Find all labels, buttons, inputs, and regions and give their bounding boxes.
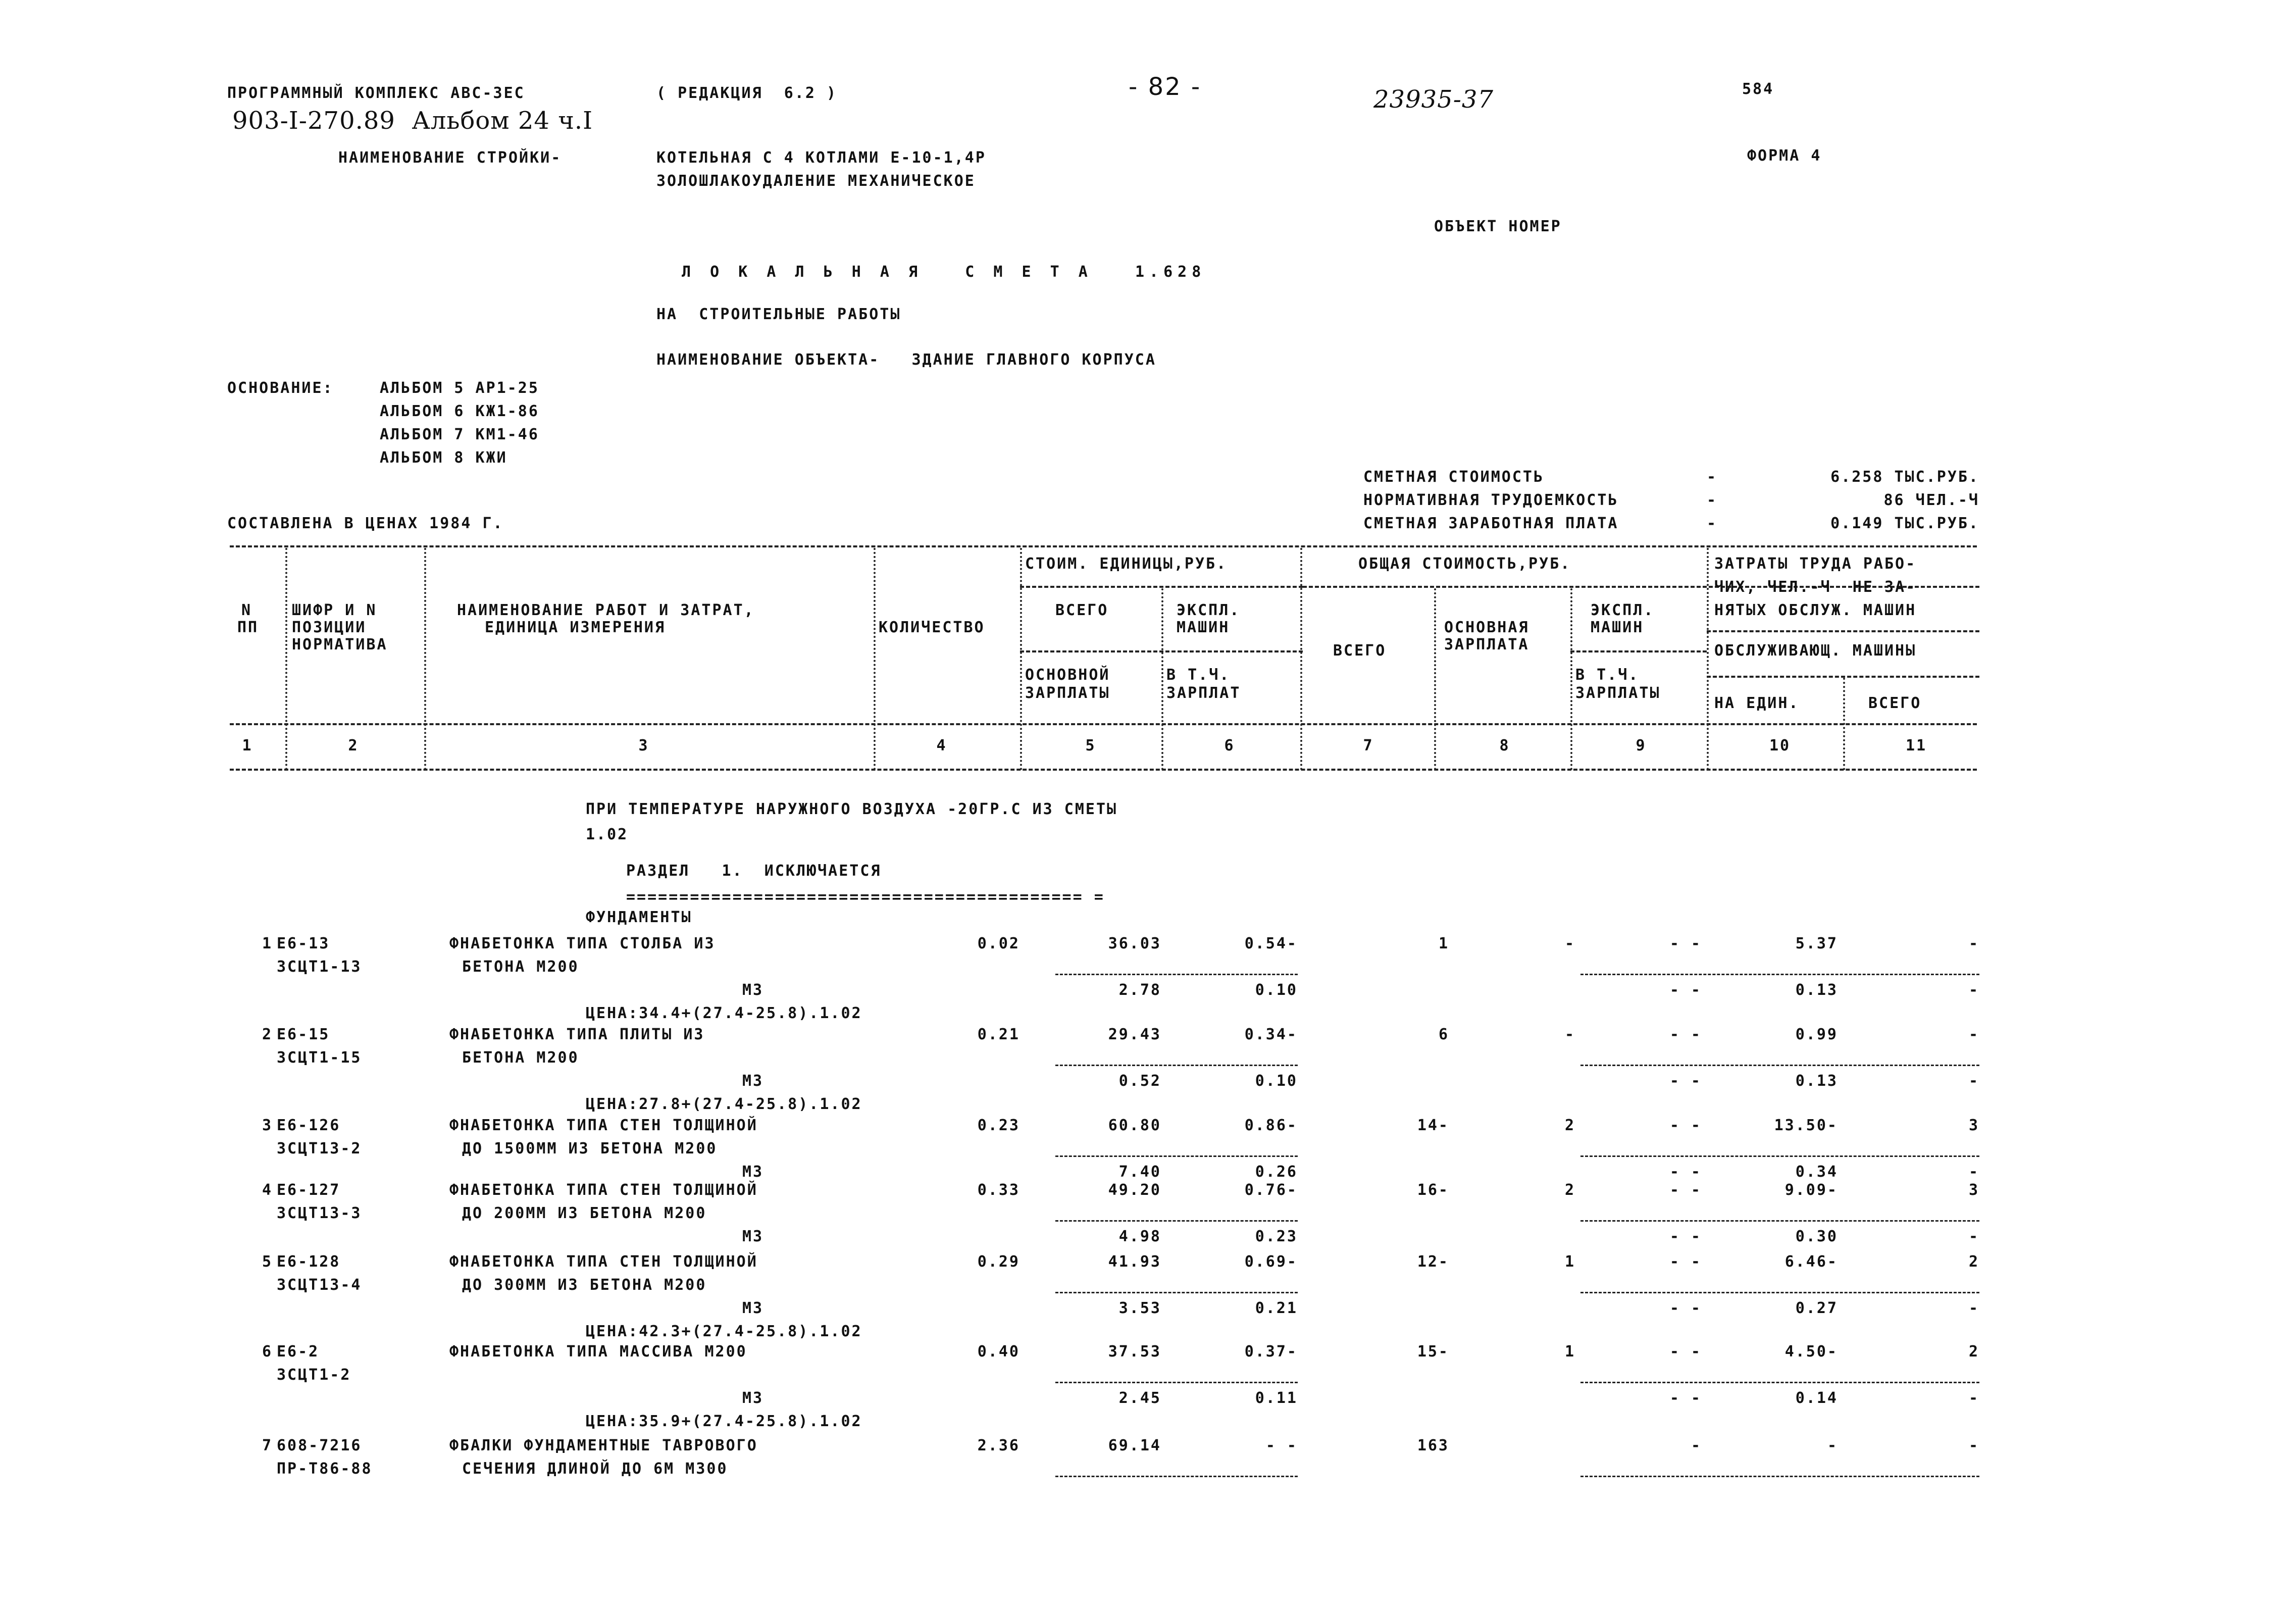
row-labor-total-2: - bbox=[1968, 1228, 1979, 1245]
row-unit-total: 37.53 bbox=[1108, 1343, 1161, 1361]
row-total-wage: - bbox=[1564, 935, 1575, 952]
row-total-wage: 1 bbox=[1564, 1253, 1575, 1271]
col-divider-4 bbox=[1020, 548, 1022, 770]
estimate-title: Л О К А Л Ь Н А Я С М Е Т А 1.628 bbox=[682, 263, 1206, 281]
program-name: ПРОГРАММНЫЙ КОМПЛЕКС АВС-ЗЕС bbox=[227, 84, 525, 102]
th-labor-2: ЧИХ, ЧЕЛ.-Ч НЕ ЗА- bbox=[1714, 578, 1917, 596]
row-unit-machines: 0.34- bbox=[1244, 1026, 1298, 1043]
object-name: НАИМЕНОВАНИЕ ОБЪЕКТА- ЗДАНИЕ ГЛАВНОГО КОРПУСА bbox=[656, 351, 1156, 369]
row-subrule-right bbox=[1580, 1476, 1979, 1477]
col-divider-8 bbox=[1570, 588, 1572, 770]
labor-subrule bbox=[1707, 630, 1979, 632]
unit-cost-subrule bbox=[1020, 586, 1303, 588]
row-labor-per-unit: 9.09- bbox=[1784, 1181, 1838, 1199]
row-name-2: БЕТОНА М200 bbox=[462, 1049, 579, 1067]
table-header-bottom-rule bbox=[230, 723, 1977, 725]
row-labor-total: - bbox=[1968, 935, 1979, 952]
col-number-7: 7 bbox=[1363, 737, 1374, 754]
th-unit-expl-1: ЭКСПЛ. bbox=[1177, 601, 1241, 619]
row-total-machines: - - bbox=[1669, 935, 1702, 952]
th-total-vt-2: ЗАРПЛАТЫ bbox=[1575, 684, 1661, 702]
construction-label: НАИМЕНОВАНИЕ СТРОЙКИ- bbox=[338, 149, 562, 167]
col-divider-9 bbox=[1707, 548, 1709, 770]
row-unit-machines: 0.37- bbox=[1244, 1343, 1298, 1361]
th-quantity: КОЛИЧЕСТВО bbox=[879, 619, 985, 636]
row-subrule-right bbox=[1580, 1065, 1979, 1066]
row-subrule bbox=[1055, 1065, 1298, 1066]
row-code: Е6-128 bbox=[277, 1253, 341, 1271]
summary-dash-labor: - bbox=[1707, 491, 1718, 509]
row-labor-per-unit: 0.99 bbox=[1795, 1026, 1838, 1043]
basis-4: АЛЬБОМ 8 КЖИ bbox=[380, 449, 507, 467]
col-divider-2 bbox=[424, 548, 426, 770]
row-unit: М3 bbox=[742, 1228, 764, 1245]
th-labor-1: ЗАТРАТЫ ТРУДА РАБО- bbox=[1714, 555, 1917, 573]
row-labor-per-unit: 5.37 bbox=[1795, 935, 1838, 952]
col-number-10: 10 bbox=[1769, 737, 1791, 754]
th-total-vt-1: В Т.Ч. bbox=[1575, 666, 1640, 684]
row-labor-per-unit: - bbox=[1827, 1437, 1838, 1454]
col-divider-5 bbox=[1161, 588, 1163, 770]
row-code-2: ЗСЦТ13-2 bbox=[277, 1140, 362, 1157]
row-total-wage: 2 bbox=[1564, 1181, 1575, 1199]
col-number-6: 6 bbox=[1224, 737, 1235, 754]
row-number: 2 bbox=[262, 1026, 273, 1043]
row-unit-machine-wage: 0.26 bbox=[1255, 1163, 1298, 1181]
page-number: - 82 - bbox=[1129, 73, 1202, 101]
basis-1: АЛЬБОМ 5 АР1-25 bbox=[380, 379, 539, 397]
row-subrule bbox=[1055, 1220, 1298, 1222]
th-unit-expl-2: МАШИН bbox=[1177, 619, 1230, 636]
summary-value-cost: 6.258 ТЫС.РУБ. bbox=[1830, 468, 1979, 486]
row-unit-wage: 7.40 bbox=[1118, 1163, 1161, 1181]
row-labor-machines: 0.30 bbox=[1795, 1228, 1838, 1245]
row-unit-total: 49.20 bbox=[1108, 1181, 1161, 1199]
col-number-9: 9 bbox=[1636, 737, 1647, 754]
album-reference: 903-I-270.89 Альбом 24 ч.I bbox=[232, 107, 593, 135]
row-total-machines: - - bbox=[1669, 1117, 1702, 1134]
th-total-expl-1: ЭКСПЛ. bbox=[1591, 601, 1655, 619]
th-n-1: N bbox=[241, 601, 252, 619]
row-name-2: СЕЧЕНИЯ ДЛИНОЙ ДО 6М М300 bbox=[462, 1460, 728, 1478]
row-subrule bbox=[1055, 974, 1298, 975]
row-unit-total: 69.14 bbox=[1108, 1437, 1161, 1454]
row-quantity: 0.33 bbox=[977, 1181, 1020, 1199]
th-unit-vt-2: ЗАРПЛАТ bbox=[1166, 684, 1241, 702]
th-unit-vsego: ВСЕГО bbox=[1055, 601, 1109, 619]
col-divider-1 bbox=[285, 548, 287, 770]
row-total-machines: - bbox=[1691, 1437, 1702, 1454]
row-subrule-right bbox=[1580, 1155, 1979, 1157]
row-price-formula: ЦЕНА:27.8+(27.4-25.8).1.02 bbox=[586, 1095, 862, 1113]
row-total-machines: - - bbox=[1669, 1026, 1702, 1043]
row-name-2: ДО 200ММ ИЗ БЕТОНА М200 bbox=[462, 1204, 707, 1222]
row-labor-total: - bbox=[1968, 1026, 1979, 1043]
row-number: 1 bbox=[262, 935, 273, 952]
row-quantity: 2.36 bbox=[977, 1437, 1020, 1454]
col-number-4: 4 bbox=[936, 737, 947, 754]
row-name: ФНАБЕТОНКА ТИПА СТЕН ТОЛЩИНОЙ bbox=[449, 1181, 758, 1199]
row-total-machines-wage: - - bbox=[1669, 1299, 1702, 1317]
row-code-2: ЗСЦТ13-3 bbox=[277, 1204, 362, 1222]
row-price-formula: ЦЕНА:42.3+(27.4-25.8).1.02 bbox=[586, 1323, 862, 1340]
row-total: 16- bbox=[1417, 1181, 1449, 1199]
th-unit-cost: СТОИМ. ЕДИНИЦЫ,РУБ. bbox=[1025, 555, 1228, 573]
row-number: 3 bbox=[262, 1117, 273, 1134]
row-code: Е6-126 bbox=[277, 1117, 341, 1134]
row-total: 15- bbox=[1417, 1343, 1449, 1361]
row-number: 6 bbox=[262, 1343, 273, 1361]
row-total: 12- bbox=[1417, 1253, 1449, 1271]
corner-number: 584 bbox=[1742, 80, 1774, 98]
th-name-2: ЕДИНИЦА ИЗМЕРЕНИЯ bbox=[485, 619, 666, 636]
row-unit-wage: 0.52 bbox=[1118, 1072, 1161, 1090]
row-subrule-right bbox=[1580, 974, 1979, 975]
temperature-note-ref: 1.02 bbox=[586, 826, 629, 843]
row-unit-total: 29.43 bbox=[1108, 1026, 1161, 1043]
row-labor-total: - bbox=[1968, 1437, 1979, 1454]
col-number-11: 11 bbox=[1905, 737, 1927, 754]
row-name: ФНАБЕТОНКА ТИПА СТЕН ТОЛЩИНОЙ bbox=[449, 1117, 758, 1134]
row-total: 163 bbox=[1417, 1437, 1449, 1454]
row-total-machines-wage: - - bbox=[1669, 1163, 1702, 1181]
row-number: 4 bbox=[262, 1181, 273, 1199]
th-total-expl-2: МАШИН bbox=[1591, 619, 1644, 636]
construction-name-1: КОТЕЛЬНАЯ С 4 КОТЛАМИ Е-10-1,4Р bbox=[656, 149, 986, 167]
row-labor-per-unit: 6.46- bbox=[1784, 1253, 1838, 1271]
th-unit-osn-2: ЗАРПЛАТЫ bbox=[1025, 684, 1110, 702]
basis-label: ОСНОВАНИЕ: bbox=[227, 379, 334, 397]
row-labor-machines: 0.13 bbox=[1795, 1072, 1838, 1090]
row-unit: М3 bbox=[742, 981, 764, 999]
row-code-2: ЗСЦТ1-13 bbox=[277, 958, 362, 976]
row-labor-total: 2 bbox=[1968, 1343, 1979, 1361]
row-unit-wage: 3.53 bbox=[1118, 1299, 1161, 1317]
th-unit-vt-1: В Т.Ч. bbox=[1166, 666, 1231, 684]
row-name: ФНАБЕТОНКА ТИПА СТЕН ТОЛЩИНОЙ bbox=[449, 1253, 758, 1271]
row-unit-total: 41.93 bbox=[1108, 1253, 1161, 1271]
row-subrule bbox=[1055, 1155, 1298, 1157]
row-unit-machines: 0.69- bbox=[1244, 1253, 1298, 1271]
row-total-wage: 2 bbox=[1564, 1117, 1575, 1134]
document-number: 23935-37 bbox=[1373, 85, 1494, 114]
row-labor-total: 3 bbox=[1968, 1181, 1979, 1199]
row-number: 5 bbox=[262, 1253, 273, 1271]
row-quantity: 0.21 bbox=[977, 1026, 1020, 1043]
edition: ( РЕДАКЦИЯ 6.2 ) bbox=[656, 84, 838, 102]
th-total-cost: ОБЩАЯ СТОИМОСТЬ,РУБ. bbox=[1358, 555, 1571, 573]
row-unit-machine-wage: 0.21 bbox=[1255, 1299, 1298, 1317]
row-unit-total: 36.03 bbox=[1108, 935, 1161, 952]
row-number: 7 bbox=[262, 1437, 273, 1454]
summary-label-labor: НОРМАТИВНАЯ ТРУДОЕМКОСТЬ bbox=[1363, 491, 1619, 509]
row-labor-total-2: - bbox=[1968, 1163, 1979, 1181]
th-unit-osn-1: ОСНОВНОЙ bbox=[1025, 666, 1110, 684]
row-unit-machines: 0.54- bbox=[1244, 935, 1298, 952]
row-total-machines-wage: - - bbox=[1669, 1389, 1702, 1407]
row-price-formula: ЦЕНА:34.4+(27.4-25.8).1.02 bbox=[586, 1004, 862, 1022]
row-code-2: ПР-Т86-88 bbox=[277, 1460, 373, 1478]
th-code-2: ПОЗИЦИИ bbox=[292, 619, 367, 636]
summary-label-wage: СМЕТНАЯ ЗАРАБОТНАЯ ПЛАТА bbox=[1363, 515, 1619, 532]
row-unit-total: 60.80 bbox=[1108, 1117, 1161, 1134]
row-subrule bbox=[1055, 1292, 1298, 1293]
row-labor-machines: 0.14 bbox=[1795, 1389, 1838, 1407]
th-serving-machines: ОБСЛУЖИВАЮЩ. МАШИНЫ bbox=[1714, 642, 1917, 660]
row-unit-machines: 0.76- bbox=[1244, 1181, 1298, 1199]
th-total-osn-1: ОСНОВНАЯ bbox=[1444, 619, 1529, 636]
summary-value-wage: 0.149 ТЫС.РУБ. bbox=[1830, 515, 1979, 532]
row-name: ФБАЛКИ ФУНДАМЕНТНЫЕ ТАВРОВОГО bbox=[449, 1437, 758, 1454]
section-rule: =========================================== = bbox=[626, 888, 1105, 906]
row-unit-machine-wage: 0.23 bbox=[1255, 1228, 1298, 1245]
row-quantity: 0.29 bbox=[977, 1253, 1020, 1271]
col-number-2: 2 bbox=[348, 737, 359, 754]
row-subrule-right bbox=[1580, 1382, 1979, 1383]
temperature-note: ПРИ ТЕМПЕРАТУРЕ НАРУЖНОГО ВОЗДУХА -20ГР.С ИЗ СМЕТЫ bbox=[586, 800, 1118, 818]
estimate-subtitle: НА СТРОИТЕЛЬНЫЕ РАБОТЫ bbox=[656, 306, 901, 323]
row-unit-machine-wage: 0.10 bbox=[1255, 1072, 1298, 1090]
row-total-wage: - bbox=[1564, 1026, 1575, 1043]
row-unit-machine-wage: 0.10 bbox=[1255, 981, 1298, 999]
row-unit-machine-wage: 0.11 bbox=[1255, 1389, 1298, 1407]
row-labor-total: 3 bbox=[1968, 1117, 1979, 1134]
col-divider-7 bbox=[1434, 588, 1436, 770]
row-unit-wage: 2.45 bbox=[1118, 1389, 1161, 1407]
th-all: ВСЕГО bbox=[1868, 694, 1922, 712]
th-total-vsego: ВСЕГО bbox=[1333, 642, 1387, 660]
th-code-1: ШИФР И N bbox=[292, 601, 377, 619]
row-total-machines-wage: - - bbox=[1669, 1228, 1702, 1245]
row-labor-per-unit: 13.50- bbox=[1774, 1117, 1838, 1134]
group-title: ФУНДАМЕНТЫ bbox=[586, 909, 692, 926]
prices-basis: СОСТАВЛЕНА В ЦЕНАХ 1984 Г. bbox=[227, 515, 504, 532]
row-labor-total-2: - bbox=[1968, 1299, 1979, 1317]
th-name-1: НАИМЕНОВАНИЕ РАБОТ И ЗАТРАТ, bbox=[457, 601, 755, 619]
row-total-machines: - - bbox=[1669, 1343, 1702, 1361]
row-labor-total-2: - bbox=[1968, 1389, 1979, 1407]
col-divider-6 bbox=[1300, 548, 1302, 770]
row-code: Е6-13 bbox=[277, 935, 330, 952]
row-subrule bbox=[1055, 1476, 1298, 1477]
row-labor-total: 2 bbox=[1968, 1253, 1979, 1271]
row-name-2: ДО 300ММ ИЗ БЕТОНА М200 bbox=[462, 1276, 707, 1294]
row-code-2: ЗСЦТ1-15 bbox=[277, 1049, 362, 1067]
row-unit: М3 bbox=[742, 1072, 764, 1090]
row-price-formula: ЦЕНА:35.9+(27.4-25.8).1.02 bbox=[586, 1413, 862, 1430]
row-total-machines-wage: - - bbox=[1669, 1072, 1702, 1090]
basis-2: АЛЬБОМ 6 КЖ1-86 bbox=[380, 402, 539, 420]
row-unit-wage: 2.78 bbox=[1118, 981, 1161, 999]
row-quantity: 0.02 bbox=[977, 935, 1020, 952]
form-label: ФОРМА 4 bbox=[1747, 147, 1822, 165]
row-unit: М3 bbox=[742, 1299, 764, 1317]
col-divider-10 bbox=[1843, 678, 1845, 770]
row-labor-total-2: - bbox=[1968, 981, 1979, 999]
th-n-2: ПП bbox=[237, 619, 259, 636]
row-unit: М3 bbox=[742, 1389, 764, 1407]
row-code: Е6-15 bbox=[277, 1026, 330, 1043]
row-quantity: 0.40 bbox=[977, 1343, 1020, 1361]
row-labor-machines: 0.34 bbox=[1795, 1163, 1838, 1181]
col-divider-3 bbox=[874, 548, 876, 770]
row-total-machines-wage: - - bbox=[1669, 981, 1702, 999]
row-quantity: 0.23 bbox=[977, 1117, 1020, 1134]
summary-dash-cost: - bbox=[1707, 468, 1718, 486]
summary-dash-wage: - bbox=[1707, 515, 1718, 532]
row-code: Е6-127 bbox=[277, 1181, 341, 1199]
summary-value-labor: 86 ЧЕЛ.-Ч bbox=[1883, 491, 1979, 509]
row-total-wage: 1 bbox=[1564, 1343, 1575, 1361]
row-total: 14- bbox=[1417, 1117, 1449, 1134]
row-code-2: ЗСЦТ13-4 bbox=[277, 1276, 362, 1294]
col-number-3: 3 bbox=[638, 737, 649, 754]
th-total-osn-2: ЗАРПЛАТА bbox=[1444, 636, 1529, 653]
row-code: Е6-2 bbox=[277, 1343, 320, 1361]
row-name-2: БЕТОНА М200 bbox=[462, 958, 579, 976]
row-subrule bbox=[1055, 1382, 1298, 1383]
row-name: ФНАБЕТОНКА ТИПА МАССИВА М200 bbox=[449, 1343, 747, 1361]
object-number: ОБЪЕКТ НОМЕР bbox=[1434, 218, 1562, 235]
row-unit-machines: - - bbox=[1265, 1437, 1298, 1454]
row-code-2: ЗСЦТ1-2 bbox=[277, 1366, 351, 1384]
row-name: ФНАБЕТОНКА ТИПА ПЛИТЫ ИЗ bbox=[449, 1026, 705, 1043]
row-unit-machines: 0.86- bbox=[1244, 1117, 1298, 1134]
th-code-3: НОРМАТИВА bbox=[292, 636, 388, 653]
row-labor-per-unit: 4.50- bbox=[1784, 1343, 1838, 1361]
summary-label-cost: СМЕТНАЯ СТОИМОСТЬ bbox=[1363, 468, 1545, 486]
row-subrule-right bbox=[1580, 1292, 1979, 1293]
row-total-machines: - - bbox=[1669, 1253, 1702, 1271]
row-name: ФНАБЕТОНКА ТИПА СТОЛБА ИЗ bbox=[449, 935, 716, 952]
row-total: 6 bbox=[1438, 1026, 1449, 1043]
row-unit-wage: 4.98 bbox=[1118, 1228, 1161, 1245]
expl-subrule bbox=[1570, 650, 1707, 652]
row-labor-machines: 0.27 bbox=[1795, 1299, 1838, 1317]
col-number-5: 5 bbox=[1085, 737, 1096, 754]
table-top-rule bbox=[230, 545, 1977, 547]
row-total-machines: - - bbox=[1669, 1181, 1702, 1199]
basis-3: АЛЬБОМ 7 КМ1-46 bbox=[380, 426, 539, 443]
row-code: 608-7216 bbox=[277, 1437, 362, 1454]
row-labor-machines: 0.13 bbox=[1795, 981, 1838, 999]
col-number-1: 1 bbox=[242, 737, 253, 754]
section-title: РАЗДЕЛ 1. ИСКЛЮЧАЕТСЯ bbox=[626, 862, 882, 880]
row-unit: М3 bbox=[742, 1163, 764, 1181]
row-total: 1 bbox=[1438, 935, 1449, 952]
col-number-8: 8 bbox=[1499, 737, 1510, 754]
table-numbers-bottom-rule bbox=[230, 769, 1977, 771]
row-labor-total-2: - bbox=[1968, 1072, 1979, 1090]
th-labor-3: НЯТЫХ ОБСЛУЖ. МАШИН bbox=[1714, 601, 1917, 619]
row-name-2: ДО 1500ММ ИЗ БЕТОНА М200 bbox=[462, 1140, 718, 1157]
construction-name-2: ЗОЛОШЛАКОУДАЛЕНИЕ МЕХАНИЧЕСКОЕ bbox=[656, 172, 976, 190]
row-subrule-right bbox=[1580, 1220, 1979, 1222]
th-per-unit: НА ЕДИН. bbox=[1714, 694, 1800, 712]
